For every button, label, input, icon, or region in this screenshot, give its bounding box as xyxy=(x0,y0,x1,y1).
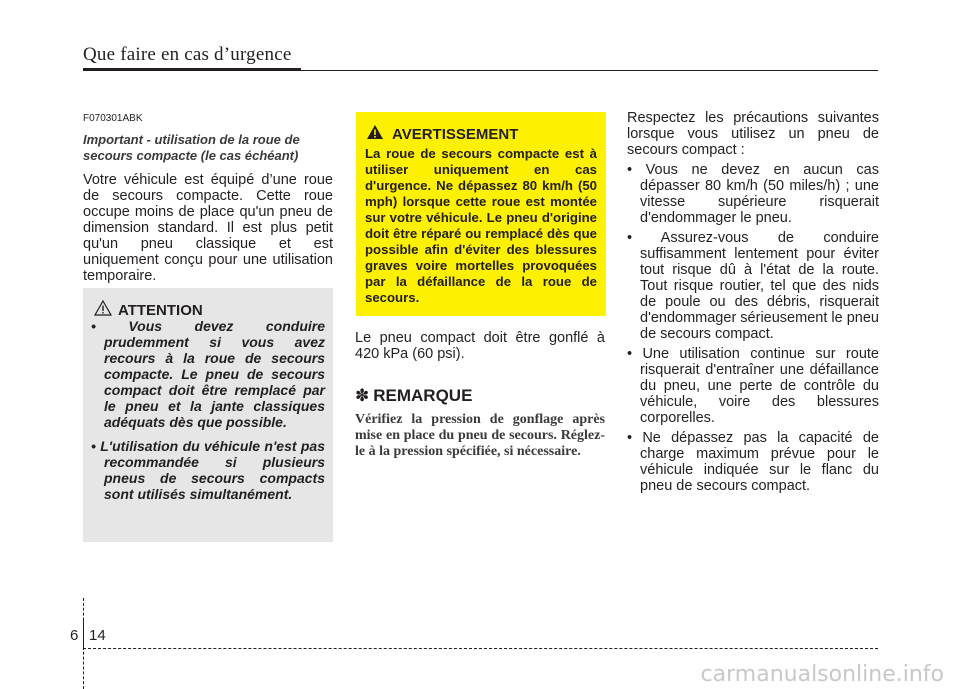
attention-header xyxy=(94,300,203,320)
inflation-paragraph: Le pneu compact doit être gonflé à 420 kPa (60 psi). xyxy=(355,330,605,362)
column-2 xyxy=(355,110,605,460)
attention-item: • L'utilisation du véhicule n'est pas recommandée si plusieurs pneus de secours compacts sont utilisés simultanément. xyxy=(91,438,325,502)
attention-item: • Vous devez conduire prudemment si vous avez recours à la roue de secours compacte. Le pneu de secours compact doit être remplacé par le pneu et la jante classiques adéquats dès que possible. xyxy=(91,318,325,430)
list-item: • Assurez-vous de conduire suffisamment lentement pour éviter tout risque dû à l'état de la route. Tout risque routier, tel que des nids de poule ou des débris, risquerait d'endommager sérieusement le pneu de secours compact. xyxy=(627,230,879,342)
section-subtitle: Important - utilisation de la roue de secours compacte (le cas échéant) xyxy=(83,132,300,163)
list-item: • Une utilisation continue sur route risquerait d'entraîner une défaillance du pneu, une perte de contrôle du véhicule, voire des blessures corporelles. xyxy=(627,346,879,426)
precautions-intro: Respectez les précautions suivantes lorsque vous utilisez un pneu de secours compact : xyxy=(627,110,879,158)
precautions-list xyxy=(627,162,879,494)
section-code: F070301ABK xyxy=(83,113,143,124)
attention-list xyxy=(91,318,325,510)
note-title: REMARQUE xyxy=(373,386,473,405)
attention-box xyxy=(83,288,333,542)
watermark: carmanualsonline.info xyxy=(700,662,944,687)
note-header xyxy=(355,386,605,406)
section-paragraph: Votre véhicule est équipé d’une roue de secours compacte. Cette roue occupe moins de place qu'un pneu de dimension standard. Il est plus petit qu'un pneu classique et est uniquement conçu pour une utilisation temporaire. xyxy=(83,172,333,284)
list-item: • Ne dépassez pas la capacité de charge maximum prévue pour le véhicule indiquée sur le flanc du pneu de secours compact. xyxy=(627,430,879,494)
chapter-number: 6 xyxy=(70,627,79,644)
note-asterisk-icon: ✽ xyxy=(355,386,370,405)
header-rule xyxy=(83,70,878,71)
column-3 xyxy=(627,110,879,494)
note-body: Vérifiez la pression de gonflage après mise en place du pneu de secours. Réglez-le à la pression spécifiée, si nécessaire. xyxy=(355,412,605,459)
warning-body: La roue de secours compacte est à utiliser uniquement en cas d'urgence. Ne dépassez 80 km/h (50 mph) lorsque cette roue est montée sur votre véhicule. Le pneu d'origine doit être réparé ou remplacé dès que possible afin d'éviter des blessures graves voire mortelles provoquées par la défaillance de la roue de secours. xyxy=(365,146,597,305)
page-number: 14 xyxy=(89,627,106,644)
page-number-separator xyxy=(83,620,84,650)
page-header-title: Que faire en cas d’urgence xyxy=(83,44,292,65)
warning-title: AVERTISSEMENT xyxy=(392,125,519,143)
list-item: • Vous ne devez en aucun cas dépasser 80 km/h (50 miles/h) ; une vitesse supérieure risquerait d'endommager le pneu. xyxy=(627,162,879,226)
caution-triangle-icon xyxy=(94,300,112,320)
attention-title: ATTENTION xyxy=(118,301,203,319)
column-1 xyxy=(83,110,333,284)
footer-dashed-horizontal xyxy=(83,648,878,649)
